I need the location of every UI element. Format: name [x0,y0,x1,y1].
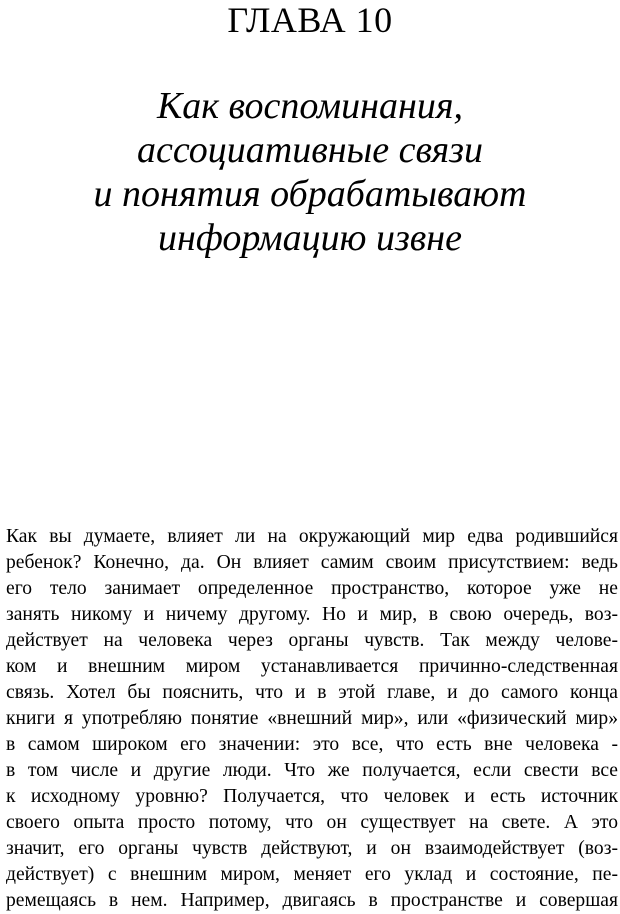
text-line: ком и внешним миром устанавливается причинно-следственная [6,656,618,677]
text-line: к исходному уровню? Получается, что человек и есть источник [6,786,618,807]
body-paragraph [6,524,618,914]
chapter-number: ГЛАВА 10 [227,0,393,40]
text-line: ремещаясь в нем. Например, двигаясь в пространстве и совершая [6,890,618,911]
text-line: значит, его органы чувств действуют, и он взаимодействует (воз- [6,838,618,859]
text-line: занять никому и ничему другому. Но и мир, в свою очередь, воз- [6,604,618,625]
chapter-title-line: информацию извне [157,217,463,259]
text-line: его тело занимает определенное пространство, которое уже не [6,578,618,599]
chapter-title-line: ассоциативные связи [136,129,484,171]
chapter-title-line: и понятия обрабатывают [93,173,527,215]
text-line: книги я употребляю понятие «внешний мир», или «физический мир» [6,708,618,729]
chapter-title-line: Как воспоминания, [156,85,464,127]
chapter-title [0,84,620,260]
text-line: ребенок? Конечно, да. Он влияет самим своим присутствием: ведь [6,552,618,573]
text-line: Как вы думаете, влияет ли на окружающий мир едва родившийся [6,526,618,547]
text-line: связь. Хотел бы пояснить, что и в этой главе, и до самого конца [6,682,618,703]
text-line: действует) с внешним миром, меняет его уклад и состояние, пе- [6,864,618,885]
text-line: в том числе и другие люди. Что же получается, если свести все [6,760,618,781]
text-line: в самом широком его значении: это все, что есть вне человека - [6,734,618,755]
text-line: действует на человека через органы чувств. Так между челове- [6,630,618,651]
text-line: своего опыта просто потому, что он существует на свете. А это [6,812,618,833]
